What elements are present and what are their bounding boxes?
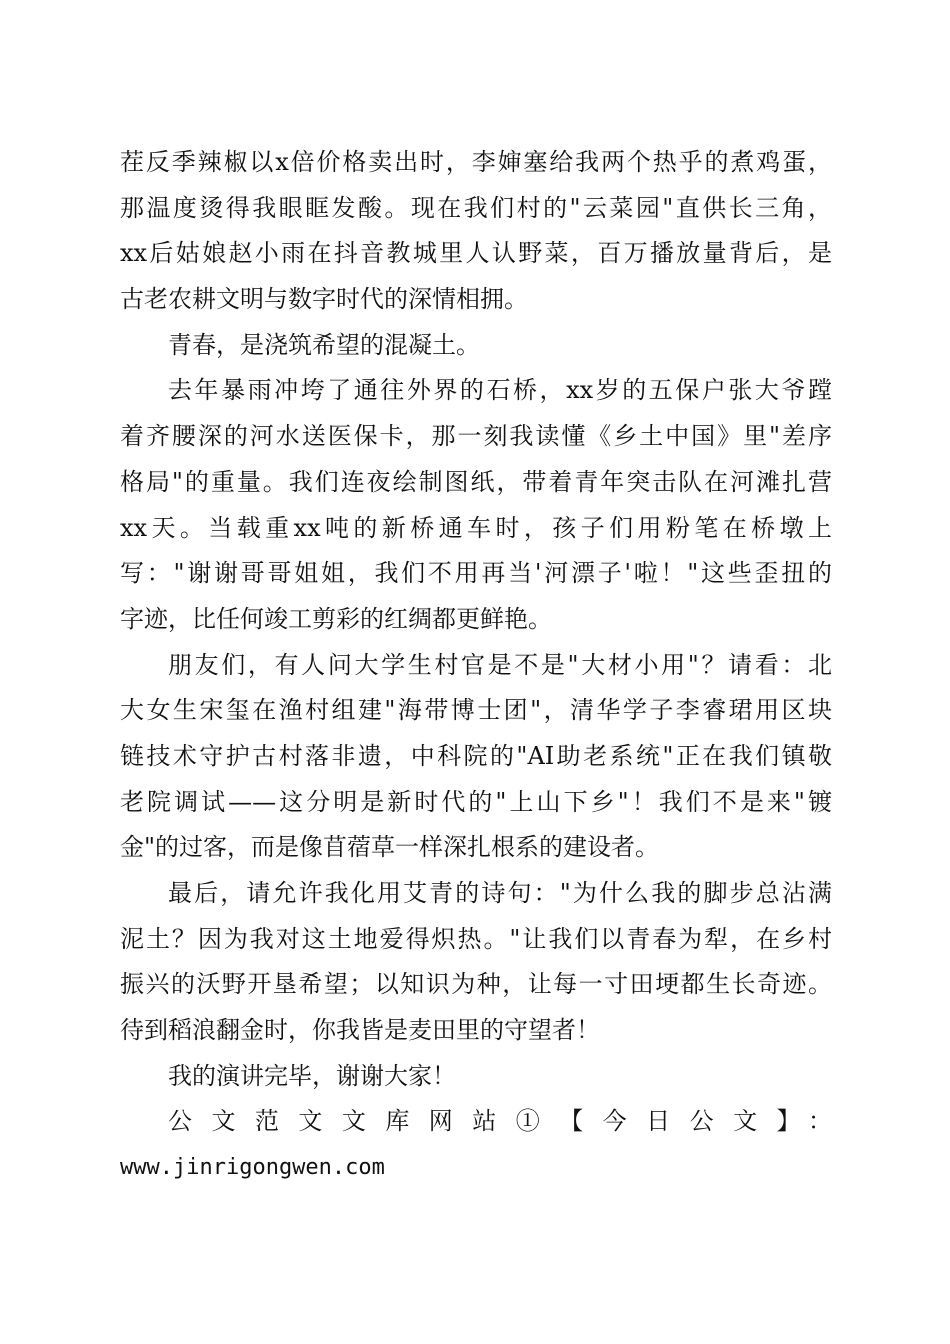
footer [120, 1099, 832, 1190]
paragraph [120, 643, 832, 871]
paragraph [120, 871, 832, 1054]
text-line: 写："谢谢哥哥姐姐，我们不用再当'河漂子'啦！"这些歪扭的 [120, 559, 832, 588]
footer-url[interactable]: www.jinrigongwen.com [120, 1155, 385, 1181]
text-line: 青春，是浇筑希望的混凝土。 [168, 330, 480, 359]
text-line: 那温度烫得我眼眶发酸。现在我们村的"云菜园"直供长三角， [120, 193, 832, 222]
text-line: 字迹，比任何竣工剪彩的红绸都更鲜艳。 [120, 604, 552, 633]
text-line: xx后姑娘赵小雨在抖音教城里人认野菜，百万播放量背后，是 [120, 239, 832, 268]
document-body [120, 140, 832, 1191]
paragraph [120, 1054, 832, 1100]
text-line: 去年暴雨冲垮了通往外界的石桥，xx岁的五保户张大爷蹚 [168, 376, 832, 405]
text-line: 泥土？因为我对这土地爱得炽热。"让我们以青春为犁，在乡村 [120, 924, 832, 953]
text-line: 大女生宋玺在渔村组建"海带博士团"，清华学子李睿珺用区块 [120, 696, 832, 725]
text-line: 茬反季辣椒以x倍价格卖出时，李婶塞给我两个热乎的煮鸡蛋， [120, 148, 832, 176]
text-line: 链技术守护古村落非遗，中科院的"AI助老系统"正在我们镇敬 [120, 741, 832, 770]
text-line: 着齐腰深的河水送医保卡，那一刻我读懂《乡土中国》里"差序 [120, 422, 832, 451]
text-line: 古老农耕文明与数字时代的深情相拥。 [120, 285, 528, 314]
text-line: xx天。当载重xx吨的新桥通车时，孩子们用粉笔在桥墩上 [120, 513, 832, 542]
footer-label: 公文范文文库网站①【今日公文】： [168, 1107, 832, 1136]
text-line: 金"的过客，而是像苜蓿草一样深扎根系的建设者。 [120, 833, 660, 862]
paragraph [120, 323, 832, 369]
text-line: 振兴的沃野开垦希望；以知识为种，让每一寸田埂都生长奇迹。 [120, 970, 832, 999]
text-line: 格局"的重量。我们连夜绘制图纸，带着青年突击队在河滩扎营 [120, 467, 832, 496]
paragraph [120, 140, 832, 323]
text-line: 我的演讲完毕，谢谢大家！ [168, 1061, 456, 1090]
text-line: 老院调试——这分明是新时代的"上山下乡"！我们不是来"镀 [120, 787, 832, 816]
text-line: 最后，请允许我化用艾青的诗句："为什么我的脚步总沾满 [168, 879, 832, 907]
text-line: 朋友们，有人问大学生村官是不是"大材小用"？请看：北 [168, 650, 832, 679]
text-line: 待到稻浪翻金时，你我皆是麦田里的守望者！ [120, 1016, 600, 1045]
paragraph [120, 368, 832, 642]
